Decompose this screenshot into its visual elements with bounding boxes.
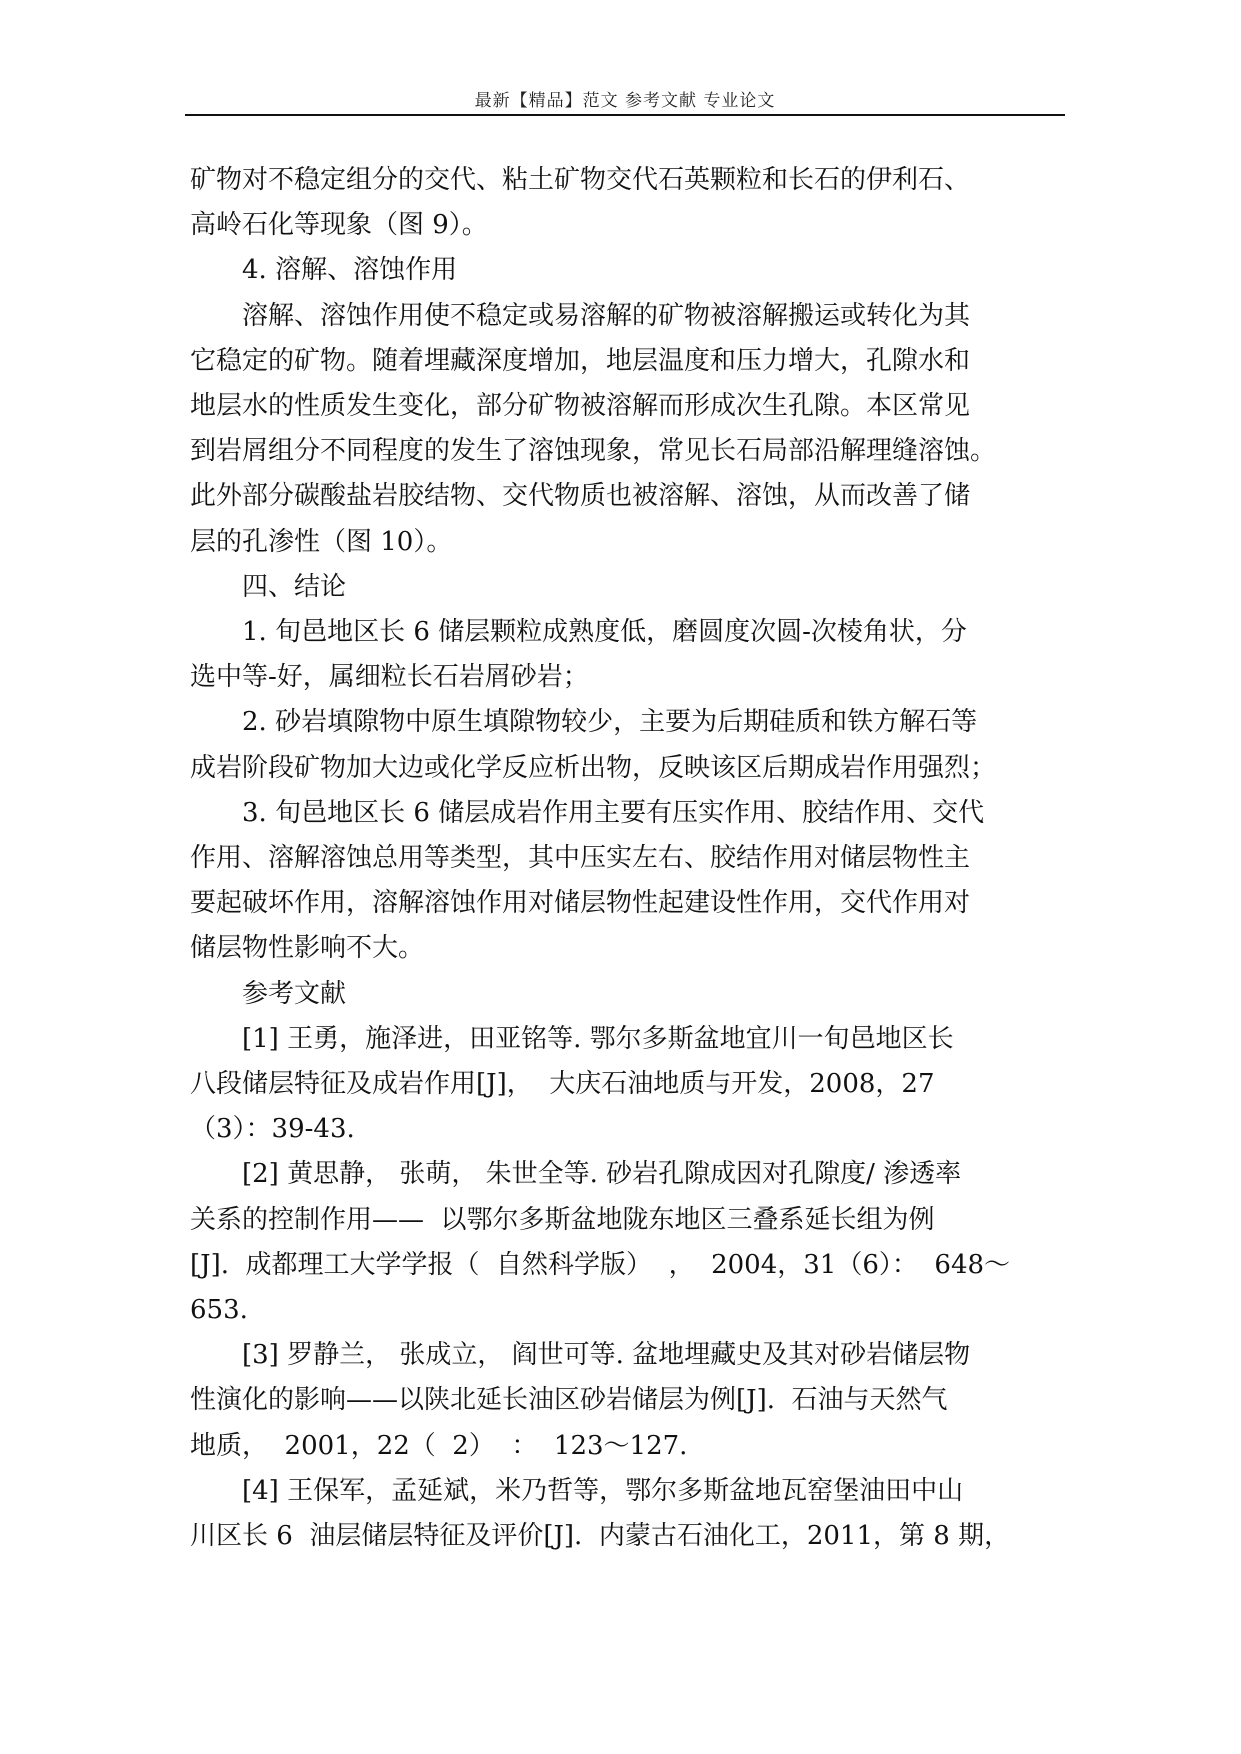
text-line: 性演化的影响——以陕北延长油区砂岩储层为例[J]. 石油与天然气: [190, 1385, 948, 1416]
text-line: 关系的控制作用—— 以鄂尔多斯盆地陇东地区三叠系延长组为例: [190, 1204, 935, 1235]
text-line: [3] 罗静兰， 张成立， 阎世可等. 盆地埋藏史及其对砂岩储层物: [242, 1340, 971, 1371]
text-line: 此外部分碳酸盐岩胶结物、交代物质也被溶解、溶蚀，从而改善了储: [190, 481, 971, 512]
header-divider: [185, 114, 1065, 116]
text-line: [J]. 成都理工大学学报（ 自然科学版） ， 2004，31（6）： 648～: [190, 1249, 1011, 1280]
document-body: [190, 158, 1060, 1559]
text-line: 1. 旬邑地区长 6 储层颗粒成熟度低，磨圆度次圆-次棱角状，分: [242, 617, 967, 648]
text-line: 溶解、溶蚀作用使不稳定或易溶解的矿物被溶解搬运或转化为其: [242, 300, 971, 331]
text-line: 它稳定的矿物。随着埋藏深度增加，地层温度和压力增大，孔隙水和: [190, 345, 971, 376]
text-line: 到岩屑组分不同程度的发生了溶蚀现象，常见长石局部沿解理缝溶蚀。: [190, 436, 997, 467]
text-line: 川区长 6 油层储层特征及评价[J]. 内蒙古石油化工，2011，第 8 期，: [190, 1521, 1011, 1552]
text-line: 八段储层特征及成岩作用[J]， 大庆石油地质与开发，2008，27: [190, 1069, 935, 1100]
text-line: 地层水的性质发生变化，部分矿物被溶解而形成次生孔隙。本区常见: [190, 391, 971, 422]
text-line: （3）：39-43.: [190, 1114, 355, 1145]
text-line: 高岭石化等现象（图 9）。: [190, 210, 488, 241]
page-header: 最新【精品】范文 参考文献 专业论文: [474, 91, 776, 111]
text-line: 储层物性影响不大。: [190, 933, 425, 964]
text-line: 4. 溶解、溶蚀作用: [242, 255, 458, 286]
text-line: 3. 旬邑地区长 6 储层成岩作用主要有压实作用、胶结作用、交代: [242, 797, 985, 828]
text-line: 矿物对不稳定组分的交代、粘土矿物交代石英颗粒和长石的伊利石、: [190, 165, 971, 195]
text-line: 层的孔渗性（图 10）。: [190, 526, 453, 557]
text-line: [1] 王勇，施泽进，田亚铭等. 鄂尔多斯盆地宜川一旬邑地区长: [242, 1023, 954, 1054]
text-line: 653.: [190, 1295, 248, 1326]
text-line: 2. 砂岩填隙物中原生填隙物较少，主要为后期硅质和铁方解石等: [242, 707, 978, 738]
text-line: 作用、溶解溶蚀总用等类型，其中压实左右、胶结作用对储层物性主: [190, 843, 971, 874]
text-line: 参考文献: [242, 978, 347, 1009]
text-line: 四、结论: [242, 571, 347, 602]
text-line: 要起破坏作用，溶解溶蚀作用对储层物性起建设性作用，交代作用对: [190, 888, 971, 919]
text-line: [2] 黄思静， 张萌， 朱世全等. 砂岩孔隙成因对孔隙度/ 渗透率: [242, 1159, 962, 1190]
text-line: 地质， 2001，22（ 2） ： 123～127.: [190, 1430, 688, 1461]
text-line: 选中等-好，属细粒长石岩屑砂岩；: [190, 662, 589, 693]
text-line: [4] 王保军，孟延斌，米乃哲等，鄂尔多斯盆地瓦窑堡油田中山: [242, 1475, 964, 1506]
text-line: 成岩阶段矿物加大边或化学反应析出物，反映该区后期成岩作用强烈；: [190, 752, 997, 783]
